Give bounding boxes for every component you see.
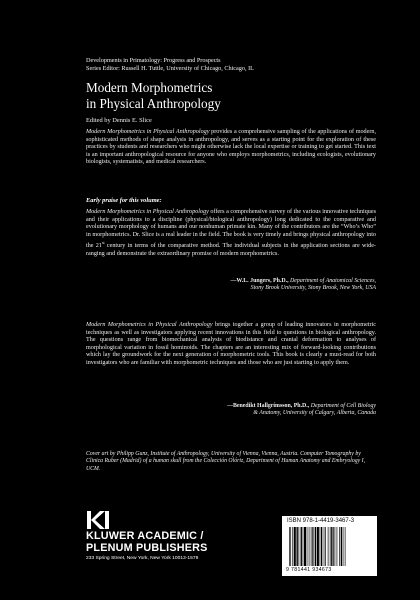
book-title — [86, 80, 221, 111]
praise1-text-b: century in terms of the comparative method. The individual subjects in the application sections are wide-ranging and demonstrate the extraordinary promise of modern morphometrics. — [86, 243, 376, 257]
isbn-number: ISBN 978-1-4419-3467-3 — [287, 518, 355, 524]
praise-heading: Early praise for this volume: — [86, 197, 162, 204]
praise1-affiliation-1: Department of Anatomical Sciences, — [288, 278, 376, 284]
publisher-name-line1: KLUWER ACADEMIC / — [86, 530, 204, 542]
praise1-author: —W.L. Jungers, Ph.D., — [230, 278, 289, 284]
praise1-sup: st — [101, 240, 105, 246]
barcode-digits: 9 781441 934673 — [286, 567, 332, 573]
description-book-title: Modern Morphometrics in Physical Anthropology — [86, 129, 210, 135]
praise2-text: brings together a group of leading innovators in morphometric techniques as well as investigators applying recent innovations in this field to questions in biological anthropology. The questions range from biomechanical analysis of biodistance and cranial deformation to analyses of morphological variation in fossil hominoids. The chapters are an interesting mix of forward-looking contributions which lay the groundwork for the next generation of morphometric tools. This book is clearly a must-read for both investigators who are familiar with morphometric techniques and those who are just starting to apply them. — [86, 322, 376, 366]
barcode-icon — [289, 527, 371, 566]
praise-attribution-2 — [86, 403, 376, 418]
praise-quote-1 — [86, 209, 376, 258]
series-name: Developments in Primatology: Progress and Prospects — [86, 57, 221, 64]
praise1-affiliation-2: Stony Brook University, Stony Brook, New York, USA — [250, 285, 376, 292]
cover-art-credit: Cover art by Philipp Gunz, Institute of Anthropology, University of Vienna, Vienna, Austria. Computer Tomography by Clinica Ruber (Madrid) of a human skull from the Colección Olóriz, Department of Human Anatomy and Embryology I, UCM. — [86, 451, 366, 472]
editor-credit: Edited by Dennis E. Slice — [86, 117, 152, 124]
series-editor: Series Editor: Russell H. Tuttle, University of Chicago, Chicago, IL — [86, 65, 254, 72]
publisher-name-line2: PLENUM PUBLISHERS — [86, 542, 208, 554]
praise2-affiliation-1: Department of Cell Biology — [309, 403, 376, 409]
book-description — [86, 129, 376, 167]
series-info — [86, 57, 254, 73]
praise1-text-a: offers a comprehensive survey of the various innovative techniques and their applications to a discipline (physical/biological anthropology) long dedicated to the comparative and evolutionary morphology of humans and our nonhuman primate kin. Many of the contributors are the “Who’s Who” in morphometrics. Dr. Slice is a real leader in the field. The book is very timely and brings physical anthropology into the 21 — [86, 209, 376, 250]
book-title-line1: Modern Morphometrics — [86, 80, 213, 95]
praise1-book-title: Modern Morphometrics in Physical Anthropology — [86, 209, 209, 215]
praise2-author: —Benedikt Hallgrímsson, Ph.D., — [227, 403, 310, 409]
publisher-address: 233 Spring Street, New York, New York 10013-1578 — [86, 556, 199, 561]
publisher-logo-icon — [86, 510, 112, 530]
praise2-book-title: Modern Morphometrics in Physical Anthropology — [86, 322, 213, 328]
praise-quote-2 — [86, 322, 376, 367]
barcode-panel — [282, 516, 377, 576]
description-text: provides a comprehensive sampling of the applications of modern, sophisticated methods of shape analysis in anthropology, and serves as a starting point for the exploration of these practices by students and researchers who might otherwise lack the local expertise or training to get started. This text is an important anthropological resource for anyone who employs morphometrics, including ecologists, evolutionary biologists, systematists, and medical researchers. — [86, 129, 376, 166]
praise2-affiliation-2: & Anatomy, University of Calgary, Alberta, Canada — [253, 410, 376, 417]
praise-attribution-1 — [86, 278, 376, 293]
book-title-line2: in Physical Anthropology — [86, 95, 221, 111]
